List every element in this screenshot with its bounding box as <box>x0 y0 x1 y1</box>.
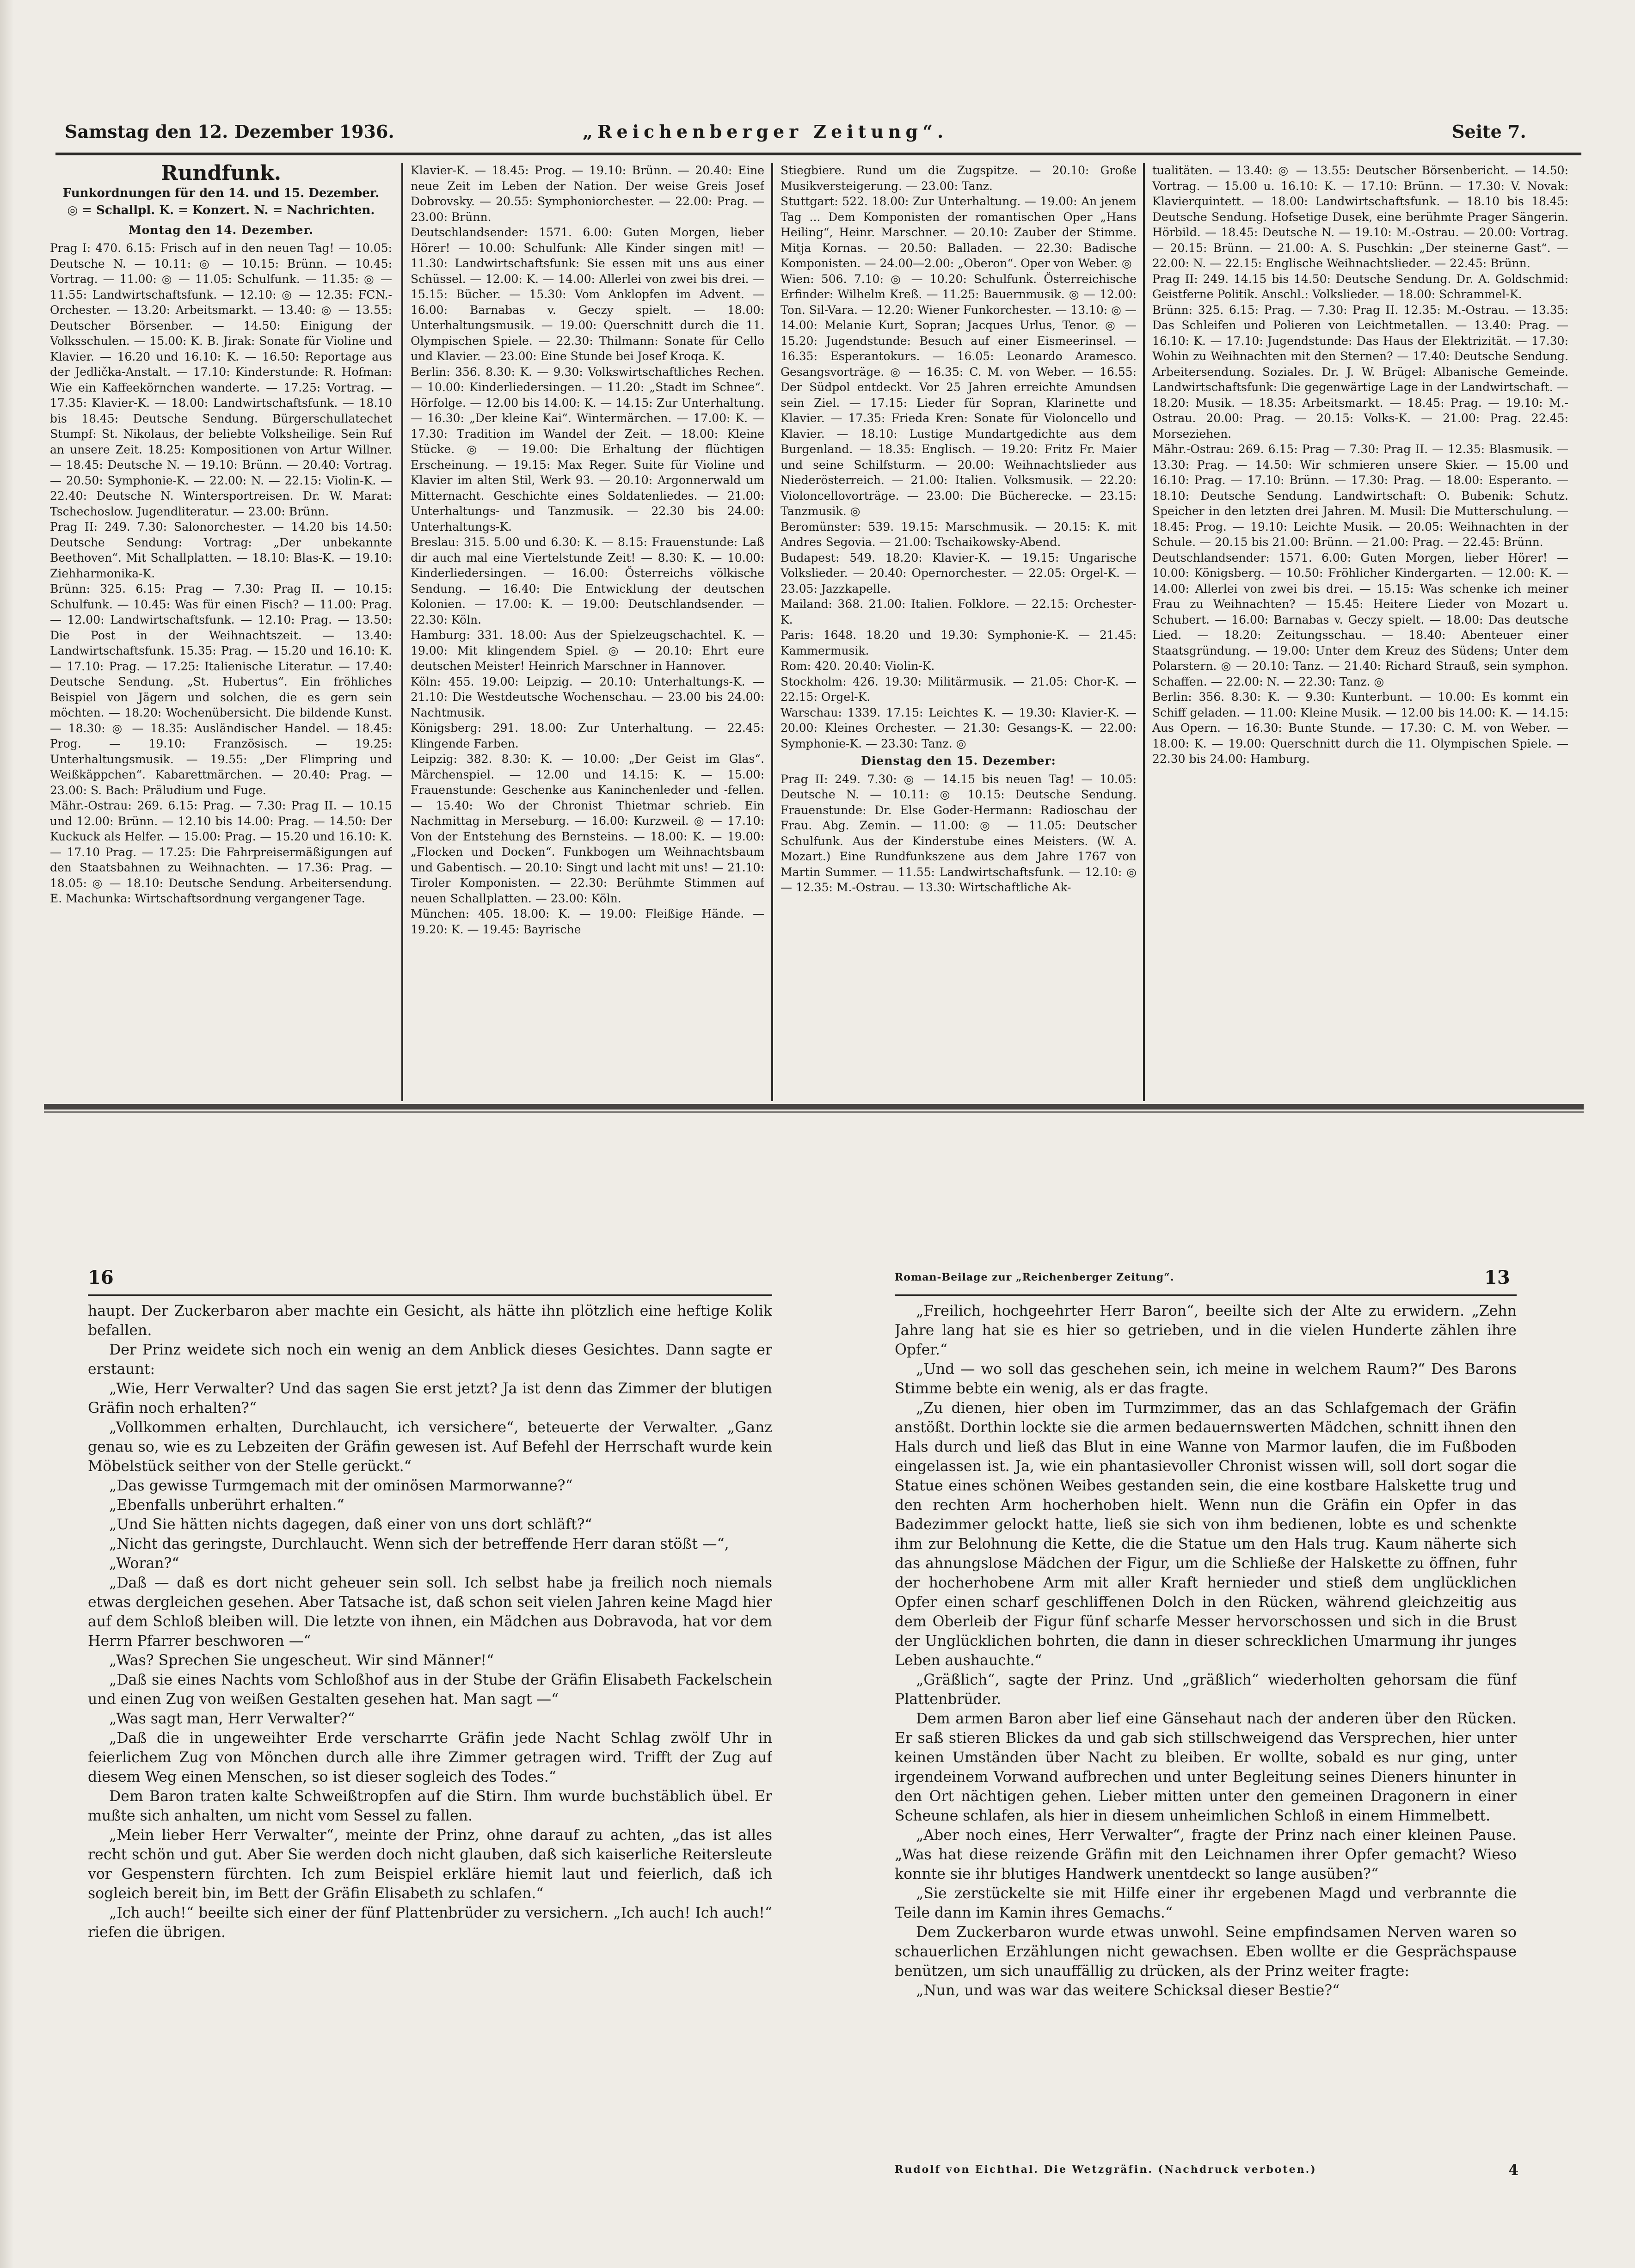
novel-paragraph: „Woran?“ <box>109 1555 179 1572</box>
novel-paragraph: „Ich auch!“ beeilte sich einer der fünf Plattenbrüder zu versichern. „Ich auch! Ich auch!“ riefen die übrigen. <box>88 1905 772 1941</box>
novel-paragraph: Dem Zuckerbaron wurde etwas unwohl. Seine empfindsamen Nerven waren so schauerlichen Erzählungen nicht gewachsen. Eben wollte er die Gesprächspause benützen, um sich unauffällig zu drücken, als der Prinz weiter fragte: <box>895 1924 1517 1980</box>
novel-paragraph: „Und Sie hätten nichts dagegen, daß einer von uns dort schläft?“ <box>109 1516 592 1533</box>
novel-paragraph: Dem Baron traten kalte Schweißtropfen auf die Stirn. Ihm wurde buchstäblich übel. Er mußte sich anhalten, um nicht vom Sessel zu fallen. <box>88 1788 772 1824</box>
program-entry: Brünn: 325. 6.15: Prag. — 7.30: Prag II. 12.35: M.-Ostrau. — 13.35: Das Schleifen und Polieren von Leichtmetallen. — 13.40: Prag. — 16.10: K. — 17.10: Jugendstunde: Das Haus der Elektrizität. — 17.30: Wohin zu Weihnachten mit den Sternen? — 17.40: Deutsche Sendung. Arbeitersendung. Soziales. Dr. J. W. Brügel: Albanische Gemeinde. Landwirtschaftsfunk: Die gegenwärtige Lage in der Landwirtschaft. — 18.20: Musik. — 18.35: Arbeitsmarkt. — 18.45: Prag. — 19.10: M.-Ostrau. 20.00: Prag. — 20.15: Volks-K. — 21.00: Prag. 22.45: Morseziehen. <box>1152 303 1568 441</box>
rundfunk-column-1 <box>50 163 392 1097</box>
rundfunk-day-heading: Montag den 14. Dezember. <box>128 223 314 237</box>
program-entry: Prag I: 470. 6.15: Frisch auf in den neuen Tag! — 10.05: Deutsche N. — 10.11: ◎ — 10.15: Brünn. — 10.45: Vortrag. — 11.00: ◎ — 11.05: Schulfunk. — 11.35: ◎ — 11.55: Landwirtschaftsfunk. — 12.10: ◎ — 12.35: FCN.-Orchester. — 13.20: Arbeitsmarkt. — 13.40: ◎ — 13.55: Deutscher Börsenber. — 14.50: Einigung der Volksschulen. — 15.00: K. B. Jirak: Sonate für Violine und Klavier. — 16.20 und 16.10: K. — 16.50: Reportage aus der Jedlička-Anstalt. — 17.10: Kinderstunde: R. Hofman: Wie ein Kaffeekörnchen wanderte. — 17.25: Vortrag. — 17.35: Klavier-K. — 18.00: Landwirtschaftsfunk. — 18.10 bis 18.45: Deutsche Sendung. Bürgerschullatechet Stumpf: St. Nikolaus, der beliebte Volksheilige. Sein Ruf an unsere Zeit. 18.25: Kompositionen von Artur Willner. — 18.45: Deutsche N. — 19.10: Brünn. — 20.40: Vortrag. — 20.50: Symphonie-K. — 22.00: N. — 22.15: Violin-K. — 22.40: Deutsche N. Wintersportreisen. Dr. W. Marat: Tschechoslow. Jugendliteratur. — 23.00: Brünn. <box>50 241 392 518</box>
program-entry: Klavier-K. — 18.45: Prog. — 19.10: Brünn. — 20.40: Eine neue Zeit im Leben der Nation. Der weise Greis Josef Dobrovsky. — 20.55: Symphoniorchester. — 22.00: Prag. — 23.00: Brünn. <box>411 164 764 224</box>
novel-paragraph: „Ebenfalls unberührt erhalten.“ <box>109 1497 344 1514</box>
program-entry: Prag II: 249. 14.15 bis 14.50: Deutsche Sendung. Dr. A. Goldschmid: Geistferne Politik. Anschl.: Volkslieder. — 18.00: Schrammel-K. <box>1152 272 1568 301</box>
program-entry: Deutschlandsender: 1571. 6.00: Guten Morgen, lieber Hörer! — 10.00: Königsberg. — 10.50: Fröhlicher Kindergarten. — 12.00: K. — 14.00: Allerlei von zwei bis drei. — 15.15: Was schenke ich meiner Frau zu Weihnachten? — 15.45: Heitere Lieder von Mozart u. Schubert. — 16.00: Barnabas v. Geczy spielt. — 18.00: Das deutsche Lied. — 18.20: Zeitungsschau. — 18.40: Abenteuer einer Staatsgründung. — 19.00: Unter dem Kreuz des Südens; Unter dem Polarstern. ◎ — 20.10: Tanz. — 21.40: Richard Strauß, sein symphon. Schaffen. — 22.00: N. — 22.30: Tanz. ◎ <box>1152 551 1568 688</box>
novel-paragraph: „Nun, und was war das weitere Schicksal dieser Bestie?“ <box>916 1982 1340 1999</box>
rundfunk-legend: ◎ = Schallpl. K. = Konzert. N. = Nachrichten. <box>67 203 375 217</box>
novel-rule-right <box>895 1294 1517 1296</box>
novel-paragraph: Der Prinz weidete sich noch ein wenig an dem Anblick dieses Gesichtes. Dann sagte er erstaunt: <box>88 1342 772 1378</box>
novel-paragraph: „Mein lieber Herr Verwalter“, meinte der Prinz, ohne darauf zu achten, „das ist alles recht schön und gut. Aber Sie werden doch nicht glauben, daß sich kaiserliche Reitersleute vor Gespenstern fürchten. Ich zum Beispiel erkläre hiemit laut und feierlich, daß ich sogleich bereit bin, im Bett der Gräfin Elisabeth zu schlafen.“ <box>88 1827 772 1902</box>
program-entry: Hamburg: 331. 18.00: Aus der Spielzeugschachtel. K. — 19.00: Mit klingendem Spiel. ◎ — 20.10: Ehrt eure deutschen Meister! Heinrich Marschner in Hannover. <box>411 628 764 673</box>
header-rule <box>55 153 1581 155</box>
section-rule <box>44 1104 1584 1109</box>
novel-footer-number: 4 <box>1508 2161 1519 2179</box>
program-entry: Rom: 420. 20.40: Violin-K. <box>781 659 935 673</box>
paper-edge <box>0 0 14 2268</box>
novel-paragraph: „Nicht das geringste, Durchlaucht. Wenn sich der betreffende Herr daran stößt —“, <box>109 1536 729 1552</box>
novel-supplement-title: Roman-Beilage zur „Reichenberger Zeitung“. <box>895 1271 1174 1283</box>
novel-paragraph: haupt. Der Zuckerbaron aber machte ein Gesicht, als hätte ihn plötzlich eine heftige Kolik befallen. <box>88 1303 772 1339</box>
program-entry: Wien: 506. 7.10: ◎ — 10.20: Schulfunk. Österreichische Erfinder: Wilhelm Kreß. — 11.25: Bauernmusik. ◎ — 12.00: Ton. Sil-Vara. — 12.20: Wiener Funkorchester. — 13.10: ◎ — 14.00: Melanie Kurt, Sopran; Jacques Urlus, Tenor. ◎ — 15.20: Jugendstunde: Besuch auf einer Eismeerinsel. — 16.35: Esperantokurs. — 16.05: Leonardo Aramesco. Gesangsvorträge. ◎ — 16.35: C. M. von Weber. — 16.55: Der Südpol entdeckt. Vor 25 Jahren erreichte Amundsen sein Ziel. — 17.15: Lieder für Sopran, Klarinette und Klavier. — 17.35: Frieda Kren: Sonate für Violoncello und Klavier. — 18.10: Lustige Mundartgedichte aus dem Burgenland. — 18.35: Englisch. — 19.20: Fritz Fr. Maier und seine Schilfsturm. — 20.00: Weihnachtslieder aus Niederösterreich. — 21.00: Italien. Volksmusik. — 22.20: Violoncellovorträge. — 23.00: Die Bücherecke. — 23.15: Tanzmusik. ◎ <box>781 272 1137 518</box>
program-entry: Warschau: 1339. 17.15: Leichtes K. — 19.30: Klavier-K. — 20.00: Kleines Orchester. — 21.30: Gesangs-K. — 22.00: Symphonie-K. — 23.30: Tanz. ◎ <box>781 705 1137 750</box>
program-entry: Mähr.-Ostrau: 269. 6.15: Prag. — 7.30: Prag II. — 10.15 und 12.00: Brünn. — 12.10 bis 14.00: Prag. — 14.50: Der Kuckuck als Helfer. — 15.00: Prag. — 15.20 und 16.10: K. — 17.10 Prag. — 17.25: Die Fahrpreisermäßigungen auf den Staatsbahnen zu Weihnachten. — 17.36: Prag. — 18.05: ◎ — 18.10: Deutsche Sendung. Arbeitersendung. E. Machunka: Wirtschaftsordnung vergangener Tage. <box>50 799 392 905</box>
novel-paragraph: „Was sagt man, Herr Verwalter?“ <box>109 1710 355 1727</box>
program-entry: Brünn: 325. 6.15: Prag — 7.30: Prag II. — 10.15: Schulfunk. — 10.45: Was für einen Fisch? — 11.00: Prag. — 12.00: Landwirtschaftsfunk. — 12.10: Prag. — 13.50: Die Post in der Weihnachtszeit. — 13.40: Landwirtschaftsfunk. 15.35: Prag. — 15.20 und 16.10: K. — 17.10: Prag. — 17.25: Italienische Literatur. — 17.40: Deutsche Sendung. „St. Hubertus“. Ein fröhliches Beispiel von Jägern und solchen, die es gern sein möchten. — 18.20: Wochenübersicht. Die bildende Kunst. — 18.30: ◎ — 18.35: Ausländischer Handel. — 18.45: Prog. — 19.10: Französisch. — 19.25: Unterhaltungsmusik. — 19.55: „Der Flimpring und Weißkäppchen“. Kabarettmärchen. — 20.40: Prag. — 23.00: S. Bach: Präludium und Fuge. <box>50 582 392 797</box>
program-entry: Berlin: 356. 8.30: K. — 9.30: Kunterbunt. — 10.00: Es kommt ein Schiff geladen. — 11.00: Kleine Musik. — 12.00 bis 14.00: K. — 14.15: Aus Opern. — 16.30: Bunte Stunde. — 17.30: C. M. von Weber. — 18.00: K. — 19.00: Querschnitt durch die 11. Olympischen Spiele. — 22.30 bis 24.00: Hamburg. <box>1152 690 1568 766</box>
rundfunk-title: Rundfunk. <box>160 163 282 185</box>
program-entry: Königsberg: 291. 18.00: Zur Unterhaltung. — 22.45: Klingende Farben. <box>411 721 764 750</box>
program-entry: Prag II: 249. 7.30: ◎ — 14.15 bis neuen Tag! — 10.05: Deutsche N. — 10.11: ◎ 10.15: Deutsche Sendung. Frauenstunde: Dr. Else Goder-Hermann: Radioschau der Frau. Abg. Zemin. — 11.00: ◎ — 11.05: Deutscher Schulfunk. Aus der Kinderstube eines Meisters. (W. A. Mozart.) Eine Rundfunkszene aus dem Jahre 1767 von Martin Summer. — 11.55: Landwirtschaftsfunk. — 12.10: ◎ — 12.35: M.-Ostrau. — 13.30: Wirtschaftliche Ak- <box>781 772 1137 894</box>
rundfunk-day-heading: Dienstag den 15. Dezember: <box>861 754 1056 767</box>
header-masthead: „Reichenberger Zeitung“. <box>583 121 948 142</box>
column-rule <box>401 163 403 1101</box>
novel-paragraph: „Freilich, hochgeehrter Herr Baron“, beeilte sich der Alte zu erwidern. „Zehn Jahre lang hat sie es hier so getrieben, und in die vielen Hunderte zählen ihre Opfer.“ <box>895 1303 1517 1358</box>
novel-paragraph: „Gräßlich“, sagte der Prinz. Und „gräßlich“ wiederholten gehorsam die fünf Plattenbrüder. <box>895 1672 1517 1708</box>
rundfunk-column-3 <box>781 163 1137 1097</box>
program-entry: Leipzig: 382. 8.30: K. — 10.00: „Der Geist im Glas“. Märchenspiel. — 12.00 und 14.15: K. — 15.00: Frauenstunde: Geschenke aus Kaninchenleder und -fellen. — 15.40: Wo der Chronist Thietmar schrieb. Ein Nachmittag in Merseburg. — 16.00: Kurzweil. ◎ — 17.10: Von der Entstehung des Bernsteins. — 18.00: K. — 19.00: „Flocken und Docken“. Funkbogen um Weihnachtsbaum und Gabentisch. — 20.10: Singt und lacht mit uns! — 21.10: Tiroler Komponisten. — 22.30: Berühmte Stimmen auf neuen Schallplatten. — 23.00: Köln. <box>411 752 764 905</box>
novel-rule-left <box>88 1294 772 1296</box>
novel-paragraph: „Zu dienen, hier oben im Turmzimmer, das an das Schlafgemach der Gräfin anstößt. Dorthin lockte sie die armen bedauernswerten Mädchen, schnitt ihnen den Hals durch und ließ das Blut in eine Wanne von Marmor laufen, die im Fußboden eingelassen ist. Ja, wie ein phantasievoller Chronist wissen will, soll dort sogar die Statue eines schönen Weibes gestanden sein, die eine kostbare Halskette trug und den rechten Arm hocherhoben hielt. Wenn nun die Gräfin ein Opfer in das Badezimmer gelockt hatte, ließ sie sich von ihm bedienen, lobte es und schenkte ihm zur Belohnung die Kette, die die Statue um den Hals trug. Kaum näherte sich das ahnungslose Mädchen der Figur, um die Schließe der Halskette zu öffnen, fuhr der hocherhobene Arm mit aller Kraft hernieder und stieß dem unglücklichen Opfer einen scharf geschliffenen Dolch in den Rücken, während gleichzeitig aus dem Oberleib der Figur fünf scharfe Messer hervorschossen und sich in die Brust der Unglücklichen bohrten, die dann in dieser schrecklichen Umarmung ihr junges Leben aushauchte.“ <box>895 1400 1517 1669</box>
novel-page-number-right: 13 <box>1484 1267 1510 1288</box>
program-entry: Paris: 1648. 18.20 und 19.30: Symphonie-K. — 21.45: Kammermusik. <box>781 628 1137 657</box>
program-entry: Berlin: 356. 8.30: K. — 9.30: Volkswirtschaftliches Rechen. — 10.00: Kinderliedersingen. — 11.20: „Stadt im Schnee“. Hörfolge. — 12.00 bis 14.00: K. — 14.15: Zur Unterhaltung. — 16.30: „Der kleine Kai“. Wintermärchen. — 17.00: K. — 17.30: Tradition im Wandel der Zeit. — 18.00: Kleine Stücke. ◎ — 19.00: Die Erhaltung der flüchtigen Erscheinung. — 19.15: Max Reger. Suite für Violine und Klavier im alten Stil, Werk 93. — 20.10: Argonnerwald um Mitternacht. Geschichte eines Soldatenliedes. — 21.00: Unterhaltungs- und Tanzmusik. — 22.30 bis 24.00: Unterhaltungs-K. <box>411 365 764 533</box>
novel-paragraph: „Was? Sprechen Sie ungescheut. Wir sind Männer!“ <box>109 1652 494 1669</box>
program-entry: Prag II: 249. 7.30: Salonorchester. — 14.20 bis 14.50: Deutsche Sendung: Vortrag: „Der unbekannte Beethoven“. Mit Schallplatten. — 18.10: Blas-K. — 19.10: Ziehharmonika-K. <box>50 520 392 580</box>
novel-paragraph: „Daß sie eines Nachts vom Schloßhof aus in der Stube der Gräfin Elisabeth Fackelschein und einen Zug von weißen Gestalten gesehen hat. Man sagt —“ <box>88 1672 772 1708</box>
novel-paragraph: „Und — wo soll das geschehen sein, ich meine in welchem Raum?“ Des Barons Stimme bebte ein wenig, als er das fragte. <box>895 1361 1517 1397</box>
program-entry: Deutschlandsender: 1571. 6.00: Guten Morgen, lieber Hörer! — 10.00: Schulfunk: Alle Kinder singen mit! — 11.30: Landwirtschaftsfunk: Sie essen mit uns aus einer Schüssel. — 12.00: K. — 14.00: Allerlei von zwei bis drei. — 15.15: Bücher. — 15.30: Vom Anklopfen im Advent. — 16.00: Barnabas v. Geczy spielt. — 18.00: Unterhaltungsmusik. — 19.00: Querschnitt durch die 11. Olympischen Spiele. — 22.30: Thilmann: Sonate für Cello und Klavier. — 23.00: Eine Stunde bei Josef Kroqa. K. <box>411 226 764 363</box>
novel-paragraph: Dem armen Baron aber lief eine Gänsehaut nach der anderen über den Rücken. Er saß stieren Blickes da und gab sich stillschweigend das Versprechen, hier unter keinen Umständen über Nacht zu bleiben. Er wollte, sobald es nur ging, unter irgendeinem Vorwand aufbrechen und unter Begleitung seines Dieners hinunter in den Ort nächtigen gehen. Lieber mitten unter den gemeinen Dragonern in einer Scheune schlafen, als hier in diesem unheimlichen Schloß in einem Himmelbett. <box>895 1710 1517 1824</box>
rundfunk-column-2 <box>411 163 764 1097</box>
column-rule <box>771 163 773 1101</box>
novel-paragraph: „Wie, Herr Verwalter? Und das sagen Sie erst jetzt? Ja ist denn das Zimmer der blutigen Gräfin noch erhalten?“ <box>88 1380 772 1416</box>
program-entry: Köln: 455. 19.00: Leipzig. — 20.10: Unterhaltungs-K. — 21.10: Die Westdeutsche Wochenschau. — 23.00 bis 24.00: Nachtmusik. <box>411 674 764 719</box>
rundfunk-column-4 <box>1152 163 1568 1097</box>
program-entry: Breslau: 315. 5.00 und 6.30: K. — 8.15: Frauenstunde: Laß dir auch mal eine Viertelstunde Zeit! — 8.30: K. — 10.00: Kinderliedersingen. — 16.00: Österreichs völkische Sendung. — 16.40: Die Entwicklung der deutschen Kolonien. — 17.00: K. — 19.00: Deutschlandsender. — 22.30: Köln. <box>411 535 764 626</box>
program-entry: Budapest: 549. 18.20: Klavier-K. — 19.15: Ungarische Volkslieder. — 20.40: Opernorchester. — 22.05: Orgel-K. — 23.05: Jazzkapelle. <box>781 551 1137 595</box>
program-entry: Mähr.-Ostrau: 269. 6.15: Prag — 7.30: Prag II. — 12.35: Blasmusik. — 13.30: Prag. — 14.50: Wir schmieren unsere Skier. — 15.00 und 16.10: Prag. — 17.10: Brünn. — 17.30: Prag. — 18.00: Esperanto. — 18.10: Deutsche Sendung. Landwirtschaft: O. Bubenik: Schutz. Speicher in den letzten drei Jahren. M. Musil: Die Mutterschulung. — 18.45: Prog. — 19.10: Leichte Musik. — 20.05: Weihnachten in der Schule. — 20.15 bis 21.00: Brünn. — 21.00: Prag. — 22.45: Brünn. <box>1152 442 1568 549</box>
rundfunk-subtitle: Funkordnungen für den 14. und 15. Dezember. <box>62 186 380 200</box>
novel-text-left <box>88 1301 772 2180</box>
novel-page-number-left: 16 <box>88 1267 114 1288</box>
section-rule-thin <box>44 1111 1584 1113</box>
program-entry: München: 405. 18.00: K. — 19.00: Fleißige Hände. — 19.20: K. — 19.45: Bayrische <box>411 907 764 936</box>
novel-paragraph: „Das gewisse Turmgemach mit der ominösen Marmorwanne?“ <box>109 1477 573 1494</box>
program-entry: Mailand: 368. 21.00: Italien. Folklore. — 22.15: Orchester-K. <box>781 597 1137 626</box>
novel-footer: Rudolf von Eichthal. Die Wetzgräfin. (Nachdruck verboten.) <box>895 2164 1317 2176</box>
novel-paragraph: „Aber noch eines, Herr Verwalter“, fragte der Prinz nach einer kleinen Pause. „Was hat diese reizende Gräfin mit den Leichnamen ihrer Opfer gemacht? Wieso konnte sie ihr blutiges Handwerk unentdeckt so lange ausüben?“ <box>895 1827 1517 1882</box>
program-entry: tualitäten. — 13.40: ◎ — 13.55: Deutscher Börsenbericht. — 14.50: Vortrag. — 15.00 u. 16.10: K. — 17.10: Brünn. — 17.30: V. Novak: Klavierquintett. — 18.00: Landwirtschaftsfunk. — 18.10 bis 18.45: Deutsche Sendung. Hofsetige Dusek, eine berühmte Prager Sängerin. Hörbild. — 18.45: Deutsche N. — 19.10: M.-Ostrau. — 20.00: Vortrag. — 20.15: Brünn. — 21.00: A. S. Puschkin: „Der steinerne Gast“. — 22.00: N. — 22.15: Englische Weihnachtslieder. — 22.45: Brünn. <box>1152 164 1568 270</box>
header-date: Samstag den 12. Dezember 1936. <box>65 121 394 142</box>
program-entry: Stuttgart: 522. 18.00: Zur Unterhaltung. — 19.00: An jenem Tag ... Dem Komponisten der romantischen Oper „Hans Heiling“, Heinr. Marschner. — 20.10: Zauber der Stimme. Mitja Kornas. — 20.50: Balladen. — 22.30: Badische Komponisten. — 24.00—2.00: „Oberon“. Oper von Weber. ◎ <box>781 195 1137 270</box>
novel-paragraph: „Vollkommen erhalten, Durchlaucht, ich versichere“, beteuerte der Verwalter. „Ganz genau so, wie es zu Lebzeiten der Gräfin gewesen ist. Auf Befehl der Herrschaft wurde kein Möbelstück seither von der Stelle gerückt.“ <box>88 1419 772 1475</box>
novel-paragraph: „Sie zerstückelte sie mit Hilfe einer ihr ergebenen Magd und verbrannte die Teile dann im Kamin ihres Gemachs.“ <box>895 1885 1517 1921</box>
program-entry: Stiegbiere. Rund um die Zugspitze. — 20.10: Große Musikversteigerung. — 23.00: Tanz. <box>781 164 1137 193</box>
novel-paragraph: „Daß die in ungeweihter Erde verscharrte Gräfin jede Nacht Schlag zwölf Uhr in feierlichem Zug von Mönchen durch alle ihre Zimmer getragen wird. Trifft der Zug auf diesem Weg einen Menschen, so ist dieser sogleich des Todes.“ <box>88 1730 772 1785</box>
column-rule <box>1143 163 1145 1101</box>
novel-paragraph: „Daß — daß es dort nicht geheuer sein soll. Ich selbst habe ja freilich noch niemals etwas dergleichen gesehen. Aber Tatsache ist, daß schon seit vielen Jahren keine Magd hier auf dem Schloß bleiben will. Die letzte von ihnen, ein Mädchen aus Dobravoda, hat vor dem Herrn Pfarrer beschworen —“ <box>88 1575 772 1649</box>
header-page-number: Seite 7. <box>1452 121 1526 142</box>
program-entry: Stockholm: 426. 19.30: Militärmusik. — 21.05: Chor-K. — 22.15: Orgel-K. <box>781 674 1137 704</box>
novel-text-right <box>895 1301 1517 2180</box>
program-entry: Beromünster: 539. 19.15: Marschmusik. — 20.15: K. mit Andres Segovia. — 21.00: Tschaikowsky-Abend. <box>781 520 1137 549</box>
